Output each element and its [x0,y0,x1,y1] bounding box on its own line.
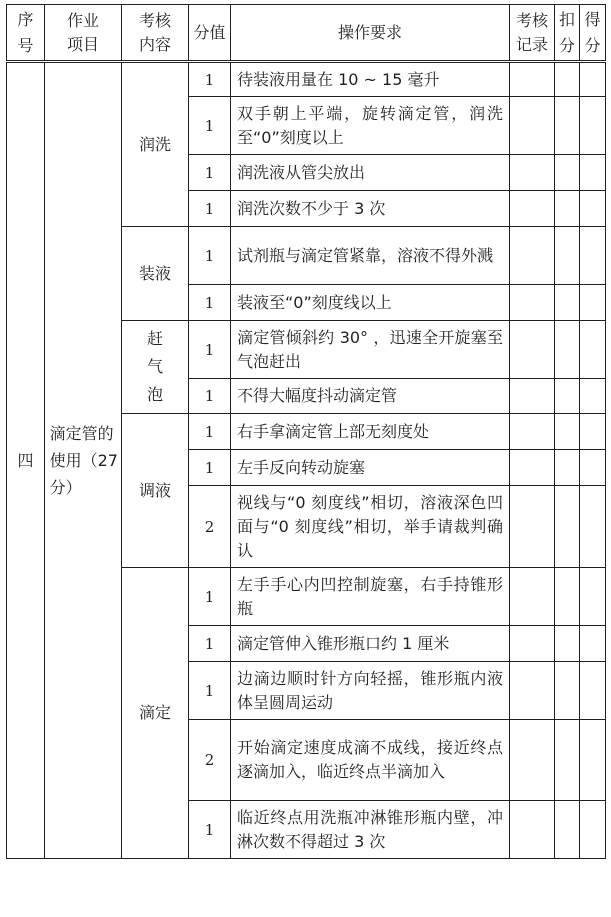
score-cell: 1 [189,285,231,321]
deduct-cell[interactable] [555,285,580,321]
gain-cell[interactable] [580,720,606,801]
content-cell: 赶气泡 [122,321,189,414]
gain-cell[interactable] [580,97,606,155]
header-score: 分值 [189,5,231,62]
requirement-cell: 装液至“0”刻度线以上 [231,285,510,321]
header-content: 考核内容 [122,5,189,62]
gain-cell[interactable] [580,662,606,720]
record-cell[interactable] [510,486,555,568]
deduct-cell[interactable] [555,379,580,414]
record-cell[interactable] [510,801,555,859]
record-cell[interactable] [510,191,555,227]
deduct-cell[interactable] [555,720,580,801]
deduct-cell[interactable] [555,414,580,450]
deduct-cell[interactable] [555,450,580,486]
deduct-cell[interactable] [555,97,580,155]
content-cell: 调液 [122,414,189,568]
requirement-cell: 双手朝上平端，旋转滴定管，润洗至“0”刻度以上 [231,97,510,155]
deduct-cell[interactable] [555,321,580,379]
record-cell[interactable] [510,62,555,97]
gain-cell[interactable] [580,321,606,379]
deduct-cell[interactable] [555,626,580,662]
requirement-cell: 右手拿滴定管上部无刻度处 [231,414,510,450]
deduct-cell[interactable] [555,662,580,720]
score-cell: 1 [189,801,231,859]
gain-cell[interactable] [580,191,606,227]
deduct-cell[interactable] [555,568,580,626]
requirement-cell: 边滴边顺时针方向轻摇，锥形瓶内液体呈圆周运动 [231,662,510,720]
requirement-cell: 试剂瓶与滴定管紧靠，溶液不得外溅 [231,227,510,285]
score-cell: 1 [189,155,231,191]
deduct-cell[interactable] [555,191,580,227]
section-project: 滴定管的使用（27分） [45,62,122,859]
gain-cell[interactable] [580,227,606,285]
score-cell: 1 [189,321,231,379]
table-row [7,62,606,97]
gain-cell[interactable] [580,486,606,568]
requirement-cell: 滴定管伸入锥形瓶口约 1 厘米 [231,626,510,662]
requirement-cell: 视线与“0 刻度线”相切，溶液深色凹面与“0 刻度线”相切，举手请裁判确认 [231,486,510,568]
record-cell[interactable] [510,97,555,155]
record-cell[interactable] [510,662,555,720]
gain-cell[interactable] [580,450,606,486]
requirement-cell: 待装液用量在 10 ~ 15 毫升 [231,62,510,97]
score-cell: 1 [189,450,231,486]
record-cell[interactable] [510,626,555,662]
score-cell: 1 [189,191,231,227]
deduct-cell[interactable] [555,155,580,191]
content-cell: 滴定 [122,568,189,859]
requirement-cell: 左手反向转动旋塞 [231,450,510,486]
content-cell: 润洗 [122,62,189,227]
score-cell: 2 [189,486,231,568]
requirement-cell: 左手手心内凹控制旋塞，右手持锥形瓶 [231,568,510,626]
score-cell: 1 [189,97,231,155]
gain-cell[interactable] [580,414,606,450]
requirement-cell: 润洗次数不少于 3 次 [231,191,510,227]
record-cell[interactable] [510,155,555,191]
gain-cell[interactable] [580,379,606,414]
record-cell[interactable] [510,568,555,626]
record-cell[interactable] [510,450,555,486]
section-seq: 四 [7,62,45,859]
requirement-cell: 临近终点用洗瓶冲淋锥形瓶内壁，冲淋次数不得超过 3 次 [231,801,510,859]
score-cell: 1 [189,662,231,720]
deduct-cell[interactable] [555,486,580,568]
score-cell: 1 [189,568,231,626]
score-cell: 1 [189,62,231,97]
record-cell[interactable] [510,414,555,450]
deduct-cell[interactable] [555,227,580,285]
header-requirement: 操作要求 [231,5,510,62]
deduct-cell[interactable] [555,62,580,97]
requirement-cell: 不得大幅度抖动滴定管 [231,379,510,414]
content-cell: 装液 [122,227,189,321]
assessment-table [6,4,606,859]
score-cell: 1 [189,379,231,414]
score-cell: 1 [189,227,231,285]
record-cell[interactable] [510,285,555,321]
gain-cell[interactable] [580,285,606,321]
gain-cell[interactable] [580,155,606,191]
record-cell[interactable] [510,227,555,285]
gain-cell[interactable] [580,568,606,626]
gain-cell[interactable] [580,801,606,859]
score-cell: 1 [189,626,231,662]
requirement-cell: 润洗液从管尖放出 [231,155,510,191]
header-record: 考核记录 [510,5,555,62]
gain-cell[interactable] [580,626,606,662]
requirement-cell: 开始滴定速度成滴不成线，接近终点逐滴加入，临近终点半滴加入 [231,720,510,801]
gain-cell[interactable] [580,62,606,97]
deduct-cell[interactable] [555,801,580,859]
record-cell[interactable] [510,321,555,379]
requirement-cell: 滴定管倾斜约 30° ，迅速全开旋塞至气泡赶出 [231,321,510,379]
header-project: 作业项目 [45,5,122,62]
header-row [7,5,606,62]
header-gain: 得分 [580,5,606,62]
header-deduct: 扣分 [555,5,580,62]
header-seq: 序号 [7,5,45,62]
record-cell[interactable] [510,379,555,414]
score-cell: 1 [189,414,231,450]
score-cell: 2 [189,720,231,801]
record-cell[interactable] [510,720,555,801]
